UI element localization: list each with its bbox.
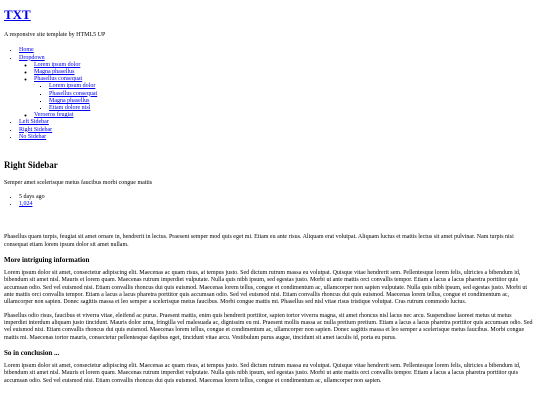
dropdown-item	[34, 69, 536, 76]
meta-time: • 5 days ago	[19, 194, 536, 201]
meta-comments-item	[19, 201, 536, 208]
nav-item-left-sidebar	[19, 119, 536, 126]
nav-item-home	[19, 47, 536, 54]
nav-item-no-sidebar	[19, 134, 536, 141]
article-paragraph-2: Phasellus odio risus, faucibus et viverra vitae, eleifend ac purus. Praesent mattis, enim quis hendrerit porttitor, sapien tortor viverra magna, sit amet rhoncus nisl lacus nec arcu. Suspendisse laoreet metus ut metus imperdiet interdum aliquam justo tincidunt. Mauris dolor urna, fringilla vel malesuada ac, dignissim eu mi. Praesent mollis massa ac nulla pretium pretium. Etiam a lacus a lacus pharetra porttitor quis accumsan odio. Sed vel euismod nisi. Etiam convallis rhoncus dui quis euismod. Maecenas lorem tellus, congue et condimentum ac, ullamcorper non sapien. Donec sagittis massa et leo semper a scelerisque metus faucibus. Morbi congue mattis mi. Maecenas tortor mauris, consectetur pellentesque dapibus eget, tincidunt vitae arcu. Vestibulum purus augue, tincidunt sit amet iaculis id, porta eu purus.	[4, 313, 533, 341]
nav-link-dropdown[interactable]: Dropdown	[19, 54, 45, 61]
dropdown-link-lorem-ipsum-dolor[interactable]: Lorem ipsum dolor	[34, 61, 81, 68]
dropdown-link-magna-phasellus[interactable]: Magna phasellus	[34, 69, 75, 76]
article-subtitle: Semper amet scelerisque metus faucibus morbi congue mattis	[4, 179, 153, 186]
article-meta	[4, 194, 536, 208]
dropdown-list	[19, 62, 536, 120]
sub-dropdown-item	[49, 98, 536, 105]
main-article	[4, 151, 536, 392]
section-heading-2: So in conclusion ...	[4, 348, 60, 357]
nav-link-no-sidebar[interactable]: No Sidebar	[19, 133, 47, 140]
article-title: Right Sidebar	[4, 159, 58, 170]
site-header	[4, 8, 536, 39]
sub-dropdown-item	[49, 83, 536, 90]
dropdown-link-phasellus-consequat[interactable]: Phasellus consequat	[34, 76, 83, 83]
sub-dropdown-item	[49, 105, 536, 112]
nav-item-right-sidebar	[19, 127, 536, 134]
dropdown-link-veroeros-feugiat[interactable]: Veroeros feugiat	[34, 112, 74, 119]
article-intro: Phasellus quam turpis, feugiat sit amet ornare in, hendrerit in lectus. Praesent semper mod quis eget mi. Etiam eu ante risus. Aliquam erat volutpat. Aliquam luctus et mattis lectus sit amet pulvinar. Nam turpis nisi consequat etiam lorem ipsum dolor sit amet nullam.	[4, 234, 514, 248]
nav-link-left-sidebar[interactable]: Left Sidebar	[19, 119, 49, 126]
dropdown-item	[34, 112, 536, 119]
sub-link-etiam-dolore-nisl[interactable]: Etiam dolore nisl	[49, 104, 91, 111]
section-heading-1: More intriguing information	[4, 255, 90, 264]
comments-link[interactable]: 1,024	[19, 201, 33, 208]
sub-dropdown-list	[34, 83, 536, 112]
dropdown-item	[34, 76, 536, 112]
sub-link-phasellus-consequat[interactable]: Phasellus consequat	[49, 90, 98, 97]
image-placeholder	[4, 215, 536, 234]
site-title	[4, 8, 536, 22]
nav-link-home[interactable]: Home	[19, 47, 34, 54]
sub-link-lorem-ipsum-dolor[interactable]: Lorem ipsum dolor	[49, 83, 96, 90]
nav-list	[4, 47, 536, 140]
nav-item-dropdown	[19, 55, 536, 120]
article-paragraph-3: Lorem ipsum dolor sit amet, consectetur adipiscing elit. Maecenas ac quam risus, at tempus justo. Sed dictum rutrum massa eu volutpat. Quisque vitae hendrerit sem. Pellentesque lorem felis, ultricies a bibendum id, bibendum sit amet nisl. Mauris et lorem quam. Maecenas rutrum imperdiet vulputate. Nulla quis nibh ipsum, sed egestas justo. Morbi ut ante mattis orci convallis tempor. Etiam a lacus a lacus pharetra porttitor quis accumsan odio. Sed vel euismod nisi. Etiam convallis rhoncus dui quis euismod. Maecenas lorem tellus, congue et condimentum ac, ullamcorper non sapien.	[4, 363, 521, 384]
sub-dropdown-item	[49, 91, 536, 98]
article-paragraph-1: Lorem ipsum dolor sit amet, consectetur adipiscing elit. Maecenas ac quam risus, at tempus justo. Sed dictum rutrum massa eu volutpat. Quisque vitae hendrerit sem. Pellentesque lorem felis, ultricies a bibendum id, bibendum sit amet nisl. Mauris et lorem quam. Maecenas rutrum imperdiet vulputate. Nulla quis nibh ipsum, sed egestas justo. Morbi ut ante mattis orci convallis tempor. Etiam a lacus a lacus pharetra porttitor quis accumsan odio. Sed vel euismod nisi. Etiam convallis rhoncus dui quis euismod. Maecenas lorem tellus, congue et condimentum ac, ullamcorper non sapien vulputate. Nulla quis nibh ipsum, sed egestas justo. Morbi ut ante mattis orci convallis tempor. Etiam a lacus a lacus pharetra porttitor quis accumsan odio. Sed vel euismod nisi. Etiam convallis rhoncus dui quis euismod. Maecenas lorem tellus, congue et condimentum ac, ullamcorper non sapien. Donec sagittis massa et leo semper a scelerisque metus faucibus. Morbi congue mattis mi. Phasellus sed nisl vitae risus tristique volutpat. Cras rutrum commodo luctus.	[4, 270, 528, 305]
main-nav	[4, 47, 536, 140]
sub-link-magna-phasellus[interactable]: Magna phasellus	[49, 97, 90, 104]
site-tagline: A responsive site template by HTML5 UP	[4, 32, 106, 39]
site-title-link[interactable]: TXT	[4, 7, 31, 22]
dropdown-item	[34, 62, 536, 69]
nav-link-right-sidebar[interactable]: Right Sidebar	[19, 126, 53, 133]
